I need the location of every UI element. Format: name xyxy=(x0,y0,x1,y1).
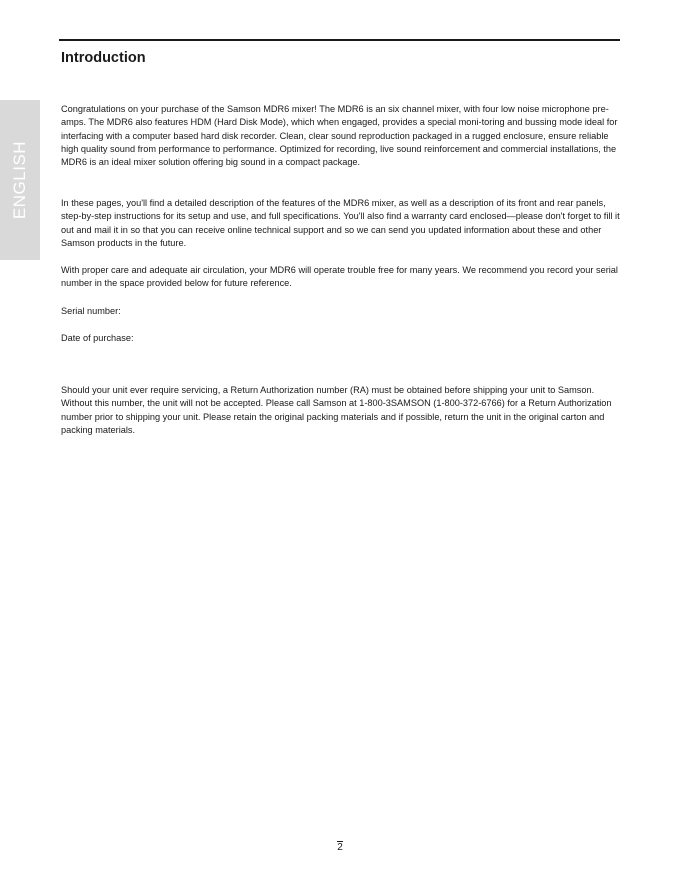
page-number-value: 2 xyxy=(337,842,343,853)
contents-paragraph: In these pages, you'll find a detailed description of the features of the MDR6 mixer, as well as a description of its front and rear panels, step-by-step instructions for its setup and use, and full specifications. You'll also find a warranty card enclosed—please don't forget to fill it out and mail it in so that you can receive online technical support and so we can send you updated information about these and other Samson products in the future. xyxy=(61,198,620,248)
header-rule xyxy=(59,39,620,41)
care-paragraph: With proper care and adequate air circulation, your MDR6 will operate trouble free for many years. We recommend you record your serial number in the space provided below for future reference. xyxy=(61,265,618,289)
intro-paragraph: Congratulations on your purchase of the Samson MDR6 mixer! The MDR6 is an six channel mixer, with four low noise microphone pre-amps. The MDR6 also features HDM (Hard Disk Mode), which when engaged, provides a special moni-toring and bussing mode ideal for interfacing with a computer based hard disk recorder. Clean, clear sound reproduction packaged in a rugged enclosure, ensure reliable high quality sound from performance to performance. Optimized for recording, live sound reinforcement and commercial installations, the MDR6 is an ideal mixer solution offering big sound in a compact package. xyxy=(61,104,618,168)
serial-number-label: Serial number: xyxy=(61,306,121,316)
date-of-purchase-label: Date of purchase: xyxy=(61,333,134,343)
language-tab-label: ENGLISH xyxy=(10,140,29,220)
language-tab xyxy=(0,100,40,260)
section-title: Introduction xyxy=(61,50,146,66)
servicing-paragraph: Should your unit ever require servicing, a Return Authorization number (RA) must be obtained before shipping your unit to Samson. Without this number, the unit will not be accepted. Please call Samson at 1-800-3SAMSON (1-800-372-6766) for a Return Authorization number prior to shipping your unit. Please retain the original packing materials and if possible, return the unit in the original carton and packing materials. xyxy=(61,385,612,435)
page-number xyxy=(0,841,680,854)
